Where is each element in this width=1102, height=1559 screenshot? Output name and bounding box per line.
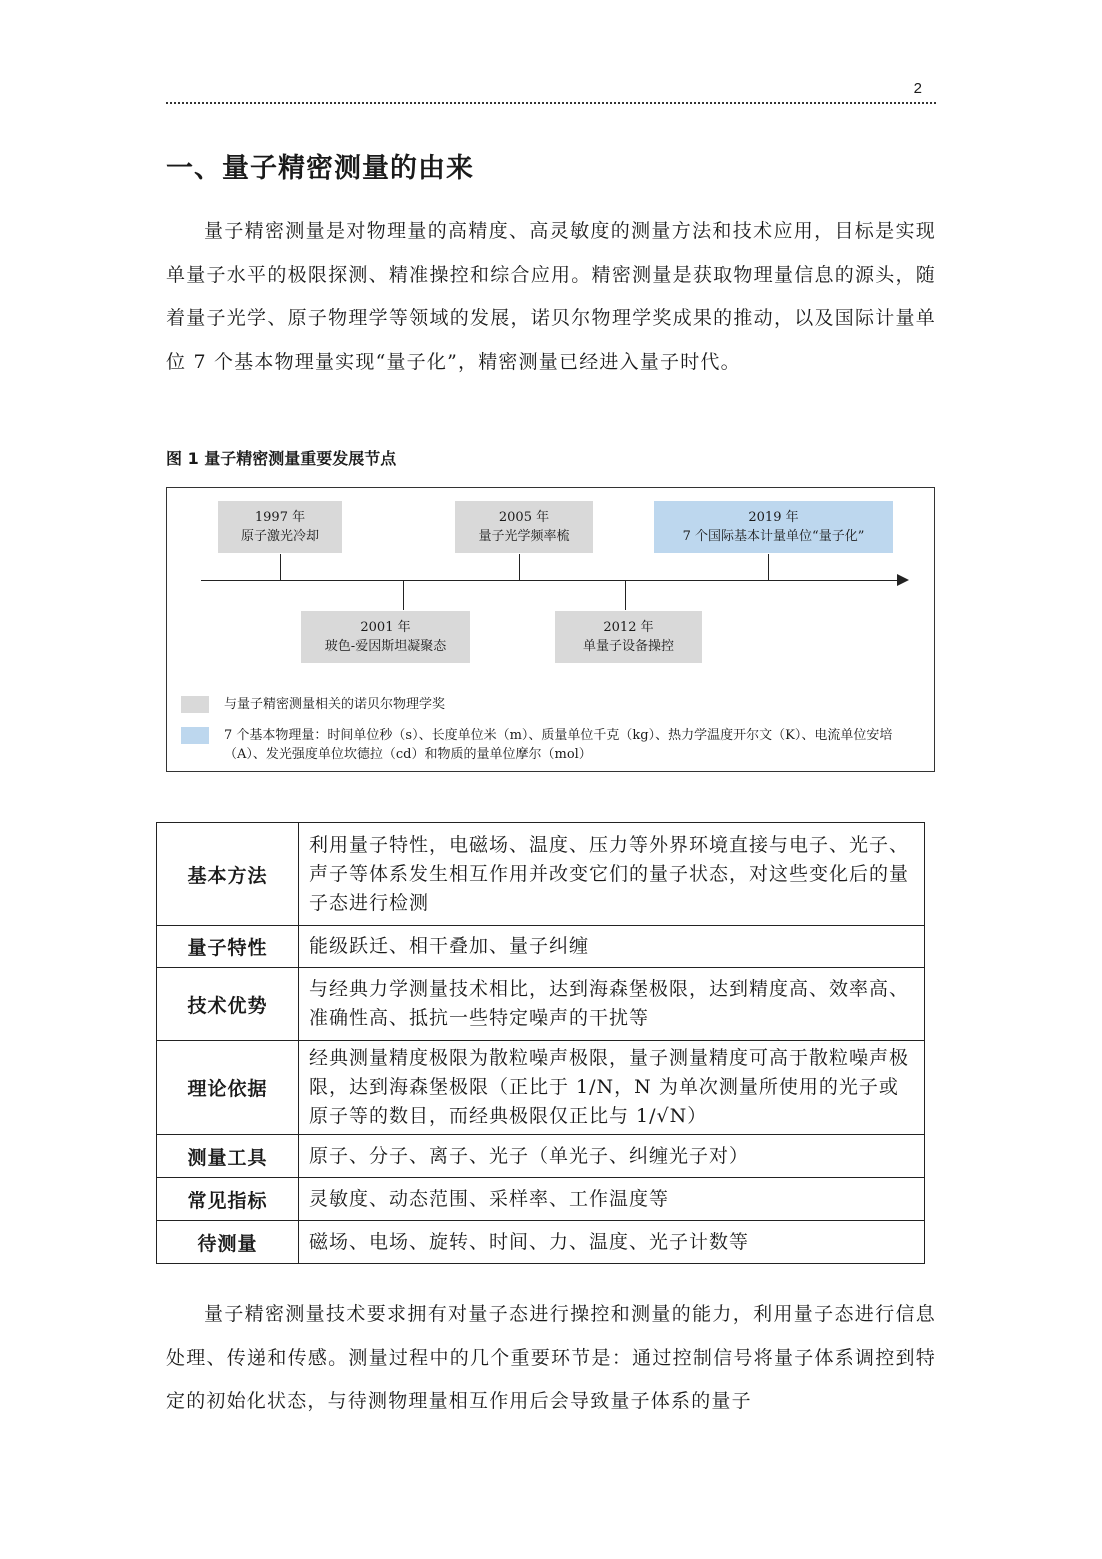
timeline-tick [519, 554, 520, 580]
row-value: 灵敏度、动态范围、采样率、工作温度等 [299, 1178, 925, 1221]
row-value: 磁场、电场、旋转、时间、力、温度、光子计数等 [299, 1221, 925, 1264]
timeline-node-2005 [455, 501, 593, 553]
table-row [157, 1135, 925, 1178]
row-value: 经典测量精度极限为散粒噪声极限，量子测量精度可高于散粒噪声极限，达到海森堡极限（正比于 1/N，N 为单次测量所使用的光子或原子等的数目，而经典极限仅正比与 1/√N） [299, 1041, 925, 1135]
node-year: 2005 年 [498, 510, 550, 525]
timeline-figure [166, 487, 935, 772]
row-key: 待测量 [157, 1221, 299, 1264]
table-row [157, 823, 925, 926]
timeline-tick [403, 580, 404, 610]
row-value: 与经典力学测量技术相比，达到海森堡极限，达到精度高、效率高、准确性高、抵抗一些特定噪声的干扰等 [299, 968, 925, 1041]
row-value: 能级跃迁、相干叠加、量子纠缠 [299, 926, 925, 968]
table-row [157, 968, 925, 1041]
timeline-tick [625, 580, 626, 610]
timeline-arrow-icon [897, 574, 909, 586]
row-value: 利用量子特性，电磁场、温度、压力等外界环境直接与电子、光子、声子等体系发生相互作用并改变它们的量子状态，对这些变化后的量子态进行检测 [299, 823, 925, 926]
node-year: 2019 年 [748, 510, 799, 525]
row-value: 原子、分子、离子、光子（单光子、纠缠光子对） [299, 1135, 925, 1178]
legend-swatch-units [181, 727, 209, 744]
row-key: 常见指标 [157, 1178, 299, 1221]
section-title: 一、量子精密测量的由来 [166, 153, 474, 184]
table-row [157, 1041, 925, 1135]
node-year: 2001 年 [360, 620, 411, 635]
timeline-tick [280, 554, 281, 580]
intro-paragraph: 量子精密测量是对物理量的高精度、高灵敏度的测量方法和技术应用，目标是实现单量子水平的极限探测、精准操控和综合应用。精密测量是获取物理量信息的源头，随着量子光学、原子物理学等领域的发展，诺贝尔物理学奖成果的推动，以及国际计量单位 7 个基本物理量实现“量子化”，精密测量已经进入量子时代。 [166, 220, 936, 373]
legend-text-nobel: 与量子精密测量相关的诺贝尔物理学奖 [224, 697, 446, 712]
figure-caption: 图 1 量子精密测量重要发展节点 [166, 449, 397, 468]
table-row [157, 1221, 925, 1264]
table-row [157, 926, 925, 968]
node-label: 玻色-爱因斯坦凝聚态 [324, 639, 447, 654]
timeline-node-2019 [654, 501, 893, 553]
row-key: 理论依据 [157, 1041, 299, 1135]
row-key: 技术优势 [157, 968, 299, 1041]
legend-text-units: 7 个基本物理量：时间单位秒（s）、长度单位米（m）、质量单位千克（kg）、热力学温度开尔文（K）、电流单位安培（A）、发光强度单位坎德拉（cd）和物质的量单位摩尔（mol） [224, 728, 893, 762]
table-row [157, 1178, 925, 1221]
timeline-axis [201, 580, 901, 581]
closing-paragraph: 量子精密测量技术要求拥有对量子态进行操控和测量的能力，利用量子态进行信息处理、传递和传感。测量过程中的几个重要环节是：通过控制信号将量子体系调控到特定的初始化状态，与待测物理量相互作用后会导致量子体系的量子 [166, 1303, 936, 1412]
node-label: 7 个国际基本计量单位“量子化” [682, 529, 865, 544]
timeline-node-1997 [218, 501, 342, 553]
timeline-tick [768, 554, 769, 580]
legend-swatch-nobel [181, 696, 209, 713]
timeline-node-2012 [555, 611, 702, 663]
header-divider [166, 102, 936, 104]
page-number: 2 [913, 80, 922, 97]
node-label: 单量子设备操控 [582, 639, 674, 654]
row-key: 测量工具 [157, 1135, 299, 1178]
node-label: 原子激光冷却 [240, 529, 319, 544]
node-year: 2012 年 [603, 620, 654, 635]
node-year: 1997 年 [254, 510, 306, 525]
measurement-properties-table [156, 822, 925, 1264]
row-key: 基本方法 [157, 823, 299, 926]
node-label: 量子光学频率梳 [478, 529, 570, 544]
timeline-node-2001 [301, 611, 470, 663]
row-key: 量子特性 [157, 926, 299, 968]
